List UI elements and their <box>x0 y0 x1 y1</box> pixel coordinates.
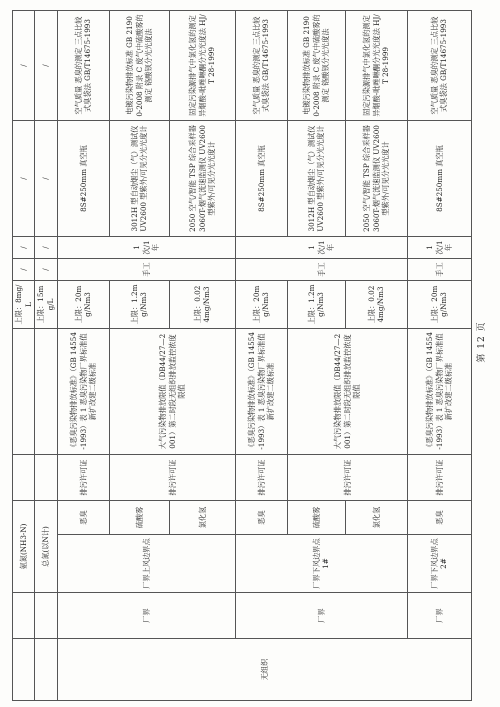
analysis-method: 空气质量 恶臭的测定 三点比较式臭袋法 GB/T14675-1993 <box>57 11 109 121</box>
analysis-method: 固定污染源排气中氯化氢的测定 异烟酸-吡唑啉酮分光光度法 HJ/T 28-1999 <box>345 11 407 121</box>
method-cell: 手工 <box>57 259 235 281</box>
instrument-cell: 3012H 型自动烟尘（气）测试仪 UV2600 型紫外/可见分光光度计 <box>109 121 169 237</box>
total-nitrogen-limit: 上限：15mg/L <box>35 281 57 329</box>
dash-cell: / <box>35 121 57 237</box>
standard-text: 大气污染物排放限值（DB44/27—2001）第二时段无组织排放监控浓度限值 <box>287 329 407 455</box>
pollutant-name: 恶臭 <box>407 501 471 535</box>
monitoring-point: 厂界下风边界点 2# <box>407 535 471 593</box>
nh3-upper-limit: 上限：8mg/L <box>13 281 35 329</box>
limit-value: 上限：0.024mg/Nm3 <box>345 281 407 329</box>
dash-cell: / <box>13 259 35 281</box>
dash-cell: / <box>35 259 57 281</box>
limit-value: 上限：20mg/Nm3 <box>235 281 287 329</box>
method-cell: 手工 <box>235 259 407 281</box>
pollutant-name: 氯化氢 <box>169 501 235 535</box>
nh3-group-cell: 氨氮(NH3-N) <box>13 501 35 593</box>
method-cell: 手工 <box>407 259 471 281</box>
permit-source: 排污许可证 <box>235 455 287 501</box>
instrument-cell: 2050 空气/智能 TSP 综合采样器 3060T-烟气流速监测仪 UV2600 型紫外/可见分光光度计 <box>169 121 235 237</box>
permit-source: 排污许可证 <box>287 455 407 501</box>
permit-source: 排污许可证 <box>407 455 471 501</box>
blank-cell <box>35 639 57 701</box>
dash-cell: / <box>35 237 57 259</box>
site-label: 厂界 <box>235 593 407 639</box>
instrument-cell: 2050 空气/智能 TSP 综合采样器 3060T-烟气流速监测仪 UV2600 型紫外/可见分光光度计 <box>345 121 407 237</box>
limit-value: 上限：1.2mg/Nm3 <box>287 281 345 329</box>
standard-text: 《恶臭污染物排放标准》（GB 14554-1993）表 1 恶臭污染物厂界标准值新扩改建二级标准 <box>407 329 471 455</box>
blank-cell <box>35 455 57 501</box>
analysis-method: 空气质量 恶臭的测定 三点比较式臭袋法 GB/T14675-1993 <box>235 11 287 121</box>
blank-cell <box>35 329 57 455</box>
instrument-cell: 3012H 型自动烟尘（气）测试仪 UV2600 型紫外/可见分光光度计 <box>287 121 345 237</box>
permit-source: 排污许可证 <box>57 455 109 501</box>
limit-value: 上限：20mg/Nm3 <box>407 281 471 329</box>
blank-cell <box>13 593 35 639</box>
pollutant-name: 硫酸雾 <box>109 501 169 535</box>
dash-cell: / <box>35 11 57 121</box>
standard-text: 《恶臭污染物排放标准》（GB 14554-1993）表 1 恶臭污染物厂界标准值新扩改建二级标准 <box>57 329 109 455</box>
monitoring-point: 厂界下风边界点 1# <box>235 535 407 593</box>
monitoring-point: 厂界上风边界点 <box>57 535 235 593</box>
total-nitrogen-cell: 总氮(以N计) <box>35 501 57 593</box>
blank-cell <box>13 639 35 701</box>
site-label: 厂界 <box>57 593 235 639</box>
standard-text: 《恶臭污染物排放标准》（GB 14554-1993）表 1 恶臭污染物厂界标准值新扩改建二级标准 <box>235 329 287 455</box>
pollutant-name: 恶臭 <box>57 501 109 535</box>
standard-text: 大气污染物排放限值（DB44/27—2001）第二时段无组织排放监控浓度限值 <box>109 329 235 455</box>
dash-cell: / <box>13 121 35 237</box>
analysis-method: 电镀污染物排放标准 GB 21900-2008 附录 C 废气中硫酸雾的测定 铬酸钡分光光度法 <box>287 11 345 121</box>
blank-cell <box>13 455 35 501</box>
monitoring-table <box>12 10 472 701</box>
dash-cell: / <box>13 237 35 259</box>
page-number: 第 12 页 <box>477 321 487 363</box>
pollutant-name: 硫酸雾 <box>287 501 345 535</box>
analysis-method: 空气质量 恶臭的测定 三点比较式臭袋法 GB/T14675-1993 <box>407 11 471 121</box>
instrument-cell: 8S#250mm 真空瓶 <box>407 121 471 237</box>
frequency-cell: 1 次/1 年 <box>57 237 235 259</box>
analysis-method: 电镀污染物排放标准 GB 21900-2008 附录 C 废气中硫酸雾的测定 铬酸钡分光光度法 <box>109 11 169 121</box>
frequency-cell: 1 次/1 年 <box>235 237 407 259</box>
unorganized-label: 无组织 <box>57 639 471 701</box>
limit-value: 上限：0.024mg/Nm3 <box>169 281 235 329</box>
analysis-method: 固定污染源排气中氯化氢的测定 异烟酸-吡唑啉酮分光光度法 HJ/T 28-1999 <box>169 11 235 121</box>
permit-source: 排污许可证 <box>109 455 235 501</box>
dash-cell: / <box>13 11 35 121</box>
instrument-cell: 8S#250mm 真空瓶 <box>235 121 287 237</box>
site-label: 厂界 <box>407 593 471 639</box>
blank-cell <box>13 329 35 455</box>
instrument-cell: 8S#250mm 真空瓶 <box>57 121 109 237</box>
pollutant-name: 氯化氢 <box>345 501 407 535</box>
limit-value: 上限：1.2mg/Nm3 <box>109 281 169 329</box>
frequency-cell: 1 次/1 年 <box>407 237 471 259</box>
pollutant-name: 恶臭 <box>235 501 287 535</box>
blank-cell <box>35 593 57 639</box>
limit-value: 上限：20mg/Nm3 <box>57 281 109 329</box>
